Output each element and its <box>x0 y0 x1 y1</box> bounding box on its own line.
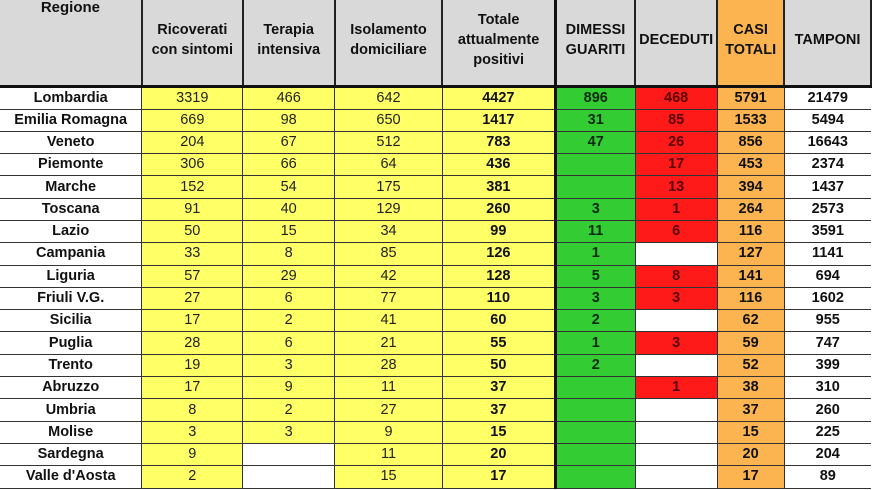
cell-isolamento: 650 <box>335 109 443 131</box>
cell-tamponi: 310 <box>784 377 871 399</box>
cell-casi: 38 <box>717 377 784 399</box>
cell-isolamento: 15 <box>335 466 443 488</box>
cell-dimessi: 1 <box>555 243 635 265</box>
cell-isolamento: 11 <box>335 377 443 399</box>
cell-ricoverati: 27 <box>142 287 243 309</box>
cell-regione: Valle d'Aosta <box>0 466 142 488</box>
cell-ricoverati: 3319 <box>142 86 243 109</box>
cell-deceduti: 8 <box>635 265 717 287</box>
cell-totale: 4427 <box>442 86 555 109</box>
cell-totale: 60 <box>442 310 555 332</box>
cell-regione: Marche <box>0 176 142 198</box>
table-row <box>0 377 871 399</box>
cell-ricoverati: 669 <box>142 109 243 131</box>
cell-terapia: 466 <box>243 86 335 109</box>
cell-tamponi: 3591 <box>784 220 871 242</box>
cell-dimessi <box>555 421 635 443</box>
cell-ricoverati: 28 <box>142 332 243 354</box>
table-row <box>0 332 871 354</box>
cell-casi: 20 <box>717 443 784 465</box>
cell-dimessi: 11 <box>555 220 635 242</box>
cell-regione: Emilia Romagna <box>0 109 142 131</box>
cell-casi: 856 <box>717 131 784 153</box>
cell-totale: 783 <box>442 131 555 153</box>
cell-terapia: 6 <box>243 287 335 309</box>
cell-terapia <box>243 466 335 488</box>
cell-totale: 20 <box>442 443 555 465</box>
cell-casi: 127 <box>717 243 784 265</box>
cell-tamponi: 89 <box>784 466 871 488</box>
cell-ricoverati: 8 <box>142 399 243 421</box>
cell-ricoverati: 50 <box>142 220 243 242</box>
cell-tamponi: 747 <box>784 332 871 354</box>
cell-tamponi: 21479 <box>784 86 871 109</box>
cell-dimessi <box>555 443 635 465</box>
table-row <box>0 354 871 376</box>
cell-ricoverati: 2 <box>142 466 243 488</box>
cell-terapia: 8 <box>243 243 335 265</box>
cell-casi: 17 <box>717 466 784 488</box>
cell-deceduti: 3 <box>635 287 717 309</box>
cell-terapia: 40 <box>243 198 335 220</box>
cell-ricoverati: 91 <box>142 198 243 220</box>
cell-totale: 381 <box>442 176 555 198</box>
cell-regione: Liguria <box>0 265 142 287</box>
cell-casi: 52 <box>717 354 784 376</box>
cell-deceduti <box>635 466 717 488</box>
cell-deceduti <box>635 399 717 421</box>
table-row <box>0 466 871 488</box>
cell-deceduti <box>635 354 717 376</box>
cell-deceduti <box>635 443 717 465</box>
cell-totale: 15 <box>442 421 555 443</box>
table-row <box>0 443 871 465</box>
cell-terapia: 98 <box>243 109 335 131</box>
cell-totale: 55 <box>442 332 555 354</box>
table-row <box>0 154 871 176</box>
cell-totale: 1417 <box>442 109 555 131</box>
table-row <box>0 421 871 443</box>
cell-casi: 5791 <box>717 86 784 109</box>
cell-deceduti: 3 <box>635 332 717 354</box>
cell-ricoverati: 204 <box>142 131 243 153</box>
cell-dimessi: 3 <box>555 287 635 309</box>
cell-tamponi: 204 <box>784 443 871 465</box>
header-totale: Totale attualmente positivi <box>442 0 555 86</box>
cell-deceduti: 468 <box>635 86 717 109</box>
cell-tamponi: 399 <box>784 354 871 376</box>
cell-dimessi: 1 <box>555 332 635 354</box>
cell-tamponi: 2374 <box>784 154 871 176</box>
cell-terapia: 54 <box>243 176 335 198</box>
cell-casi: 37 <box>717 399 784 421</box>
cell-tamponi: 694 <box>784 265 871 287</box>
cell-isolamento: 9 <box>335 421 443 443</box>
table-row <box>0 220 871 242</box>
cell-isolamento: 77 <box>335 287 443 309</box>
table-row <box>0 265 871 287</box>
table-row <box>0 243 871 265</box>
cell-terapia: 67 <box>243 131 335 153</box>
cell-isolamento: 11 <box>335 443 443 465</box>
cell-totale: 37 <box>442 377 555 399</box>
cell-ricoverati: 19 <box>142 354 243 376</box>
table-row <box>0 198 871 220</box>
header-regione: Regione <box>0 0 142 86</box>
cell-deceduti <box>635 421 717 443</box>
cell-regione: Molise <box>0 421 142 443</box>
cell-deceduti: 26 <box>635 131 717 153</box>
header-ricoverati: Ricoverati con sintomi <box>142 0 243 86</box>
cell-dimessi <box>555 399 635 421</box>
cell-deceduti <box>635 310 717 332</box>
cell-casi: 1533 <box>717 109 784 131</box>
cell-casi: 59 <box>717 332 784 354</box>
cell-dimessi: 2 <box>555 310 635 332</box>
cell-terapia: 9 <box>243 377 335 399</box>
cell-regione: Umbria <box>0 399 142 421</box>
cell-isolamento: 129 <box>335 198 443 220</box>
cell-terapia: 3 <box>243 421 335 443</box>
cell-tamponi: 225 <box>784 421 871 443</box>
cell-casi: 394 <box>717 176 784 198</box>
cell-regione: Friuli V.G. <box>0 287 142 309</box>
cell-casi: 116 <box>717 287 784 309</box>
cell-totale: 126 <box>442 243 555 265</box>
cell-regione: Puglia <box>0 332 142 354</box>
cell-isolamento: 34 <box>335 220 443 242</box>
cell-totale: 260 <box>442 198 555 220</box>
header-isolamento: Isolamento domiciliare <box>335 0 443 86</box>
cell-totale: 128 <box>442 265 555 287</box>
header-casi: CASI TOTALI <box>717 0 784 86</box>
cell-isolamento: 642 <box>335 86 443 109</box>
cell-isolamento: 41 <box>335 310 443 332</box>
cell-totale: 436 <box>442 154 555 176</box>
cell-tamponi: 5494 <box>784 109 871 131</box>
table-row <box>0 310 871 332</box>
cell-isolamento: 85 <box>335 243 443 265</box>
cell-casi: 141 <box>717 265 784 287</box>
cell-tamponi: 1437 <box>784 176 871 198</box>
cell-casi: 264 <box>717 198 784 220</box>
header-terapia: Terapia intensiva <box>243 0 335 86</box>
cell-ricoverati: 3 <box>142 421 243 443</box>
cell-terapia <box>243 443 335 465</box>
table-body <box>0 86 871 488</box>
header-dimessi: DIMESSI GUARITI <box>555 0 635 86</box>
cell-regione: Sardegna <box>0 443 142 465</box>
cell-dimessi <box>555 176 635 198</box>
cell-deceduti <box>635 243 717 265</box>
cell-isolamento: 27 <box>335 399 443 421</box>
cell-casi: 15 <box>717 421 784 443</box>
cell-terapia: 2 <box>243 310 335 332</box>
cell-casi: 116 <box>717 220 784 242</box>
cell-tamponi: 955 <box>784 310 871 332</box>
cell-dimessi <box>555 377 635 399</box>
cell-regione: Veneto <box>0 131 142 153</box>
header-deceduti: DECEDUTI <box>635 0 717 86</box>
cell-isolamento: 28 <box>335 354 443 376</box>
cell-totale: 110 <box>442 287 555 309</box>
cell-isolamento: 21 <box>335 332 443 354</box>
cell-dimessi: 3 <box>555 198 635 220</box>
cell-deceduti: 6 <box>635 220 717 242</box>
cell-tamponi: 2573 <box>784 198 871 220</box>
cell-terapia: 66 <box>243 154 335 176</box>
cell-dimessi: 5 <box>555 265 635 287</box>
cell-dimessi: 2 <box>555 354 635 376</box>
table-row <box>0 109 871 131</box>
cell-totale: 50 <box>442 354 555 376</box>
cell-totale: 99 <box>442 220 555 242</box>
cell-ricoverati: 9 <box>142 443 243 465</box>
cell-dimessi: 31 <box>555 109 635 131</box>
table-row <box>0 176 871 198</box>
cell-isolamento: 512 <box>335 131 443 153</box>
cell-casi: 453 <box>717 154 784 176</box>
cell-regione: Abruzzo <box>0 377 142 399</box>
cell-regione: Trento <box>0 354 142 376</box>
cell-terapia: 6 <box>243 332 335 354</box>
cell-terapia: 2 <box>243 399 335 421</box>
cell-tamponi: 16643 <box>784 131 871 153</box>
cell-regione: Sicilia <box>0 310 142 332</box>
cell-regione: Toscana <box>0 198 142 220</box>
cell-dimessi <box>555 154 635 176</box>
cell-regione: Lombardia <box>0 86 142 109</box>
cell-dimessi <box>555 466 635 488</box>
header-row <box>0 0 871 86</box>
cell-casi: 62 <box>717 310 784 332</box>
table-row <box>0 399 871 421</box>
cell-regione: Campania <box>0 243 142 265</box>
cell-isolamento: 175 <box>335 176 443 198</box>
cell-ricoverati: 57 <box>142 265 243 287</box>
cell-dimessi: 47 <box>555 131 635 153</box>
header-tamponi: TAMPONI <box>784 0 871 86</box>
cell-deceduti: 1 <box>635 198 717 220</box>
cell-regione: Lazio <box>0 220 142 242</box>
cell-tamponi: 1141 <box>784 243 871 265</box>
cell-ricoverati: 17 <box>142 377 243 399</box>
cell-deceduti: 17 <box>635 154 717 176</box>
cell-dimessi: 896 <box>555 86 635 109</box>
cell-deceduti: 1 <box>635 377 717 399</box>
cell-isolamento: 42 <box>335 265 443 287</box>
cell-totale: 17 <box>442 466 555 488</box>
cell-terapia: 3 <box>243 354 335 376</box>
cell-terapia: 15 <box>243 220 335 242</box>
cell-terapia: 29 <box>243 265 335 287</box>
cell-regione: Piemonte <box>0 154 142 176</box>
cell-ricoverati: 306 <box>142 154 243 176</box>
table-row <box>0 131 871 153</box>
cell-isolamento: 64 <box>335 154 443 176</box>
cell-tamponi: 1602 <box>784 287 871 309</box>
cell-ricoverati: 17 <box>142 310 243 332</box>
cell-ricoverati: 33 <box>142 243 243 265</box>
cell-deceduti: 85 <box>635 109 717 131</box>
table-row <box>0 86 871 109</box>
table-row <box>0 287 871 309</box>
cell-deceduti: 13 <box>635 176 717 198</box>
cell-tamponi: 260 <box>784 399 871 421</box>
cell-totale: 37 <box>442 399 555 421</box>
cell-ricoverati: 152 <box>142 176 243 198</box>
